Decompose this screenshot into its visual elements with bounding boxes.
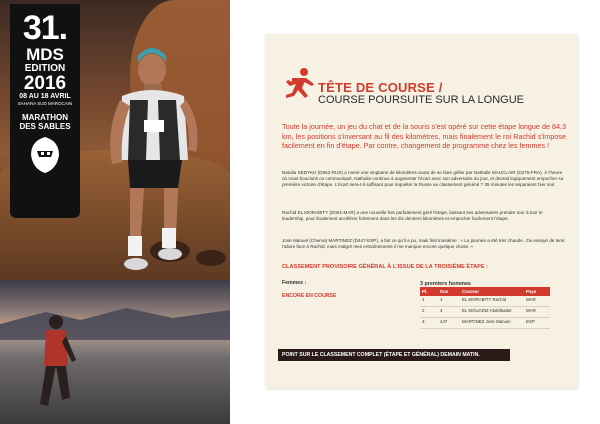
lead-paragraph: Toute la journée, un jeu du chat et de la souris s'est opéré sur cette étape longue de 84,3 km, les positions s'inversant au fil des kilomètres, mais finalement le roi Rachid s'impose facilement en fin d'étape. Par contre, changement de programme chez les femmes ! xyxy=(282,122,566,151)
cell-runner: EL MOUADIZ Abdelkader xyxy=(460,307,524,318)
paragraph-1: Natalia SEDYKH (D662-RUS) a mené une vingtaine de kilomètres avant de se faire griller par Nathalie MAUCLAIR (D275-FRA). À l'heure où nous bouclons ce communiqué, Nathalie continue à augmenter l'écart avec son adversaire du jour, et devrait logiquement empocher sa première victoire d'étape. L'écart sera-t-il suffisant pour inquiéter la Russe au classement général ? 35 minutes les séparaient hier soir. xyxy=(282,170,564,188)
cell-country: MAR xyxy=(524,296,550,307)
runner-figure xyxy=(100,40,210,278)
cell-bib: 447 xyxy=(438,318,460,329)
runner-silhouette xyxy=(30,310,80,420)
table-header-row xyxy=(420,287,550,296)
cell-place: 1 xyxy=(420,296,438,307)
runner-icon xyxy=(278,66,318,106)
still-racing-note: ENCORE EN COURSE xyxy=(282,293,337,299)
mds-logo xyxy=(10,4,80,218)
col-place: Pl. xyxy=(420,287,438,296)
paragraph-2: Rachid EL MORABITY (D001-MAR) a une nouvelle fois parfaitement géré l'étape, laissant ses adversaires prendre tour à tour le leadership, pour finalement accélérer fortement dans les dix derniers kilomètres et empocher facilement l'étape. xyxy=(282,210,543,222)
paragraph-3: Jose Manuel (Chema) MARTINEZ (D447-ESP), a fait ce qu'il a pu, mais finit troisième : « La journée a été très chaude. J'ai essayé de tenir l'allure face à Rachid, mais malgré mes entraînements il me manque encore quelque chose. » xyxy=(282,238,565,250)
logo-des-sables: DES SABLES xyxy=(19,122,71,131)
update-banner: POINT SUR LE CLASSEMENT COMPLET (ÉTAPE ET GÉNÉRAL) DEMAIN MATIN. xyxy=(278,349,510,361)
table-row xyxy=(420,318,550,329)
runner-photo xyxy=(0,0,230,278)
table-row xyxy=(420,307,550,318)
ranking-table xyxy=(420,287,550,329)
ranking-heading: CLASSEMENT PROVISOIRE GÉNÉRAL À L'ISSUE DE LA TROISIÈME ÉTAPE : xyxy=(282,264,489,270)
col-runner: Coureur xyxy=(460,287,524,296)
cell-bib: 4 xyxy=(438,307,460,318)
photo-column xyxy=(0,0,230,424)
logo-dates: 08 AU 18 AVRIL xyxy=(19,93,71,100)
logo-edition: EDITION xyxy=(24,63,66,74)
logo-subtitle: SAHARA SUD MAROCAIN xyxy=(17,101,73,106)
article-title: TÊTE DE COURSE / xyxy=(318,80,443,95)
col-bib: Dos xyxy=(438,287,460,296)
col-country: Pays xyxy=(524,287,550,296)
table-row xyxy=(420,296,550,307)
cell-country: ESP xyxy=(524,318,550,329)
logo-mds: MDS xyxy=(26,45,64,64)
top3-label: 3 premiers hommes xyxy=(420,281,471,287)
cell-runner: MARTINEZ Jose Manuel xyxy=(460,318,524,329)
logo-marathon: MARATHON xyxy=(21,113,69,122)
cell-runner: EL MORABITY Rachid xyxy=(460,296,524,307)
cell-country: MAR xyxy=(524,307,550,318)
logo-year: 2016 xyxy=(23,73,67,94)
tuareg-head-icon xyxy=(27,135,63,175)
cell-bib: 1 xyxy=(438,296,460,307)
women-label: Femmes : xyxy=(282,280,307,286)
cell-place: 2 xyxy=(420,307,438,318)
logo-number: 31. xyxy=(22,9,68,47)
cell-place: 3 xyxy=(420,318,438,329)
article-subtitle: COURSE POURSUITE SUR LA LONGUE xyxy=(318,94,524,106)
